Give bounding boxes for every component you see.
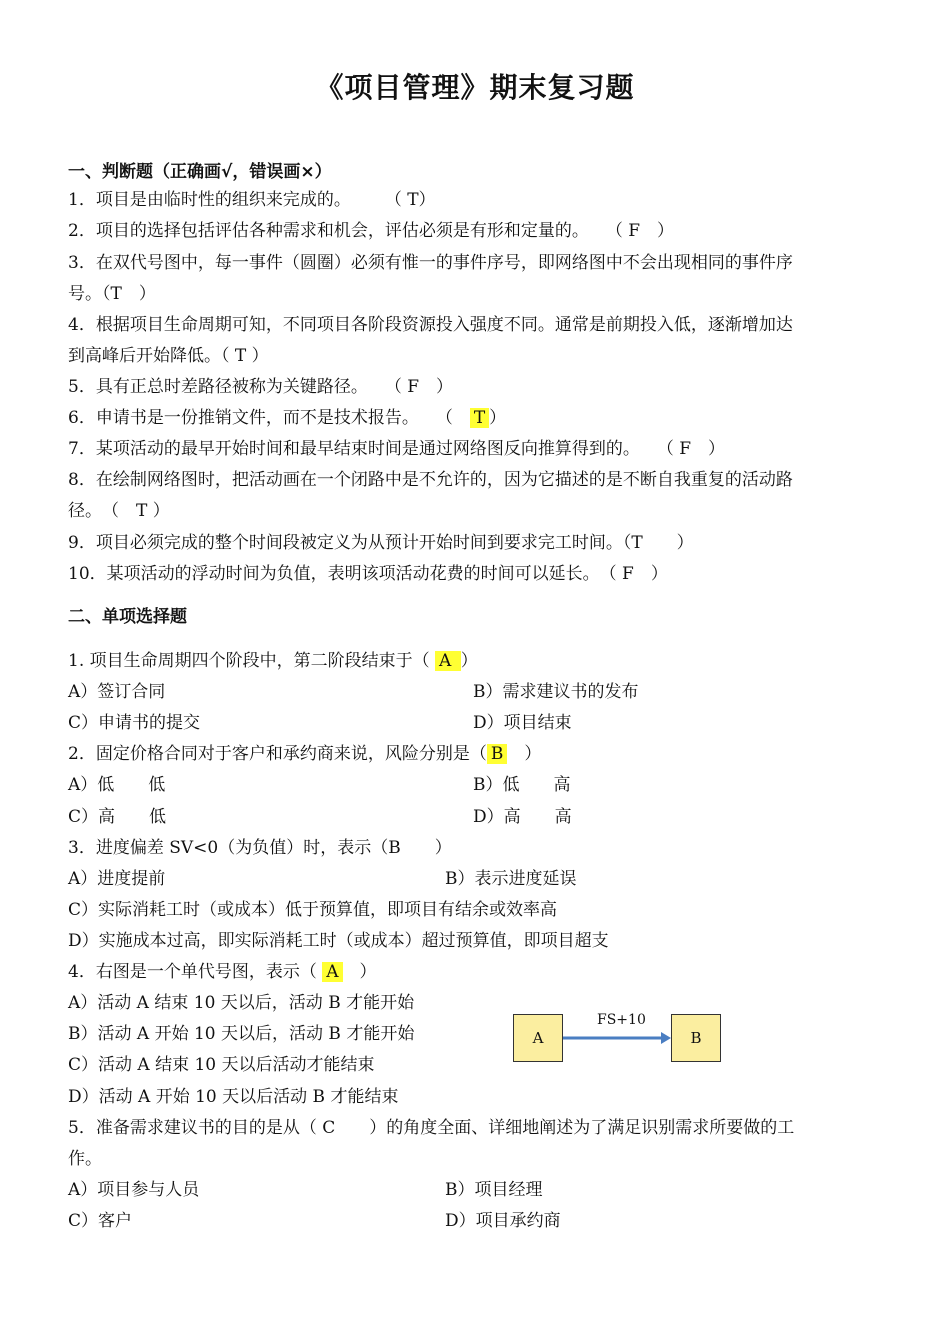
option-a: A）签订合同 xyxy=(68,682,166,702)
question-line: 作。 xyxy=(68,1149,102,1169)
question-line xyxy=(68,743,541,765)
option-d: D）项目结束 xyxy=(473,713,572,733)
question-text: ） xyxy=(460,651,478,671)
question-line: 径。 （ T ） xyxy=(68,501,170,521)
question-line: 3．进度偏差 SV<0（为负值）时，表示（B ） xyxy=(68,838,452,858)
question-text: 6．申请书是一份推销文件，而不是技术报告。 （ xyxy=(68,408,470,428)
question-line: 8．在绘制网络图时，把活动画在一个闭路中是不允许的，因为它描述的是不断自我重复的活动路 xyxy=(68,470,793,490)
option-b: B）表示进度延误 xyxy=(445,869,577,889)
option-a: A）进度提前 xyxy=(68,869,166,889)
diagram-node-a: A xyxy=(513,1014,563,1062)
question-text: 1. 项目生命周期四个阶段中，第二阶段结束于（ xyxy=(68,651,436,671)
arrow-icon xyxy=(563,1028,673,1048)
highlighted-answer: A xyxy=(435,651,461,671)
page-title: 《项目管理》期末复习题 xyxy=(315,71,635,104)
question-line: 7．某项活动的最早开始时间和最早结束时间是通过网络图反向推算得到的。 （ F ） xyxy=(68,439,726,459)
option-a: A）低 低 xyxy=(68,775,166,795)
section-heading-judgement: 一、判断题（正确画√，错误画×） xyxy=(68,162,332,182)
question-line: 9．项目必须完成的整个时间段被定义为从预计开始时间到要求完工时间。（T ） xyxy=(68,533,694,553)
question-text: 4．右图是一个单代号图，表示（ xyxy=(68,962,323,982)
diagram-node-b: B xyxy=(671,1014,721,1062)
question-text: 2．固定价格合同对于客户和承约商来说，风险分别是（ xyxy=(68,744,487,764)
option-b: B）需求建议书的发布 xyxy=(473,682,639,702)
question-line: 到高峰后开始降低。（ T ） xyxy=(68,346,269,366)
highlighted-answer: B xyxy=(487,744,508,764)
question-text: ） xyxy=(489,408,507,428)
question-line xyxy=(68,650,478,672)
option-c: C）申请书的提交 xyxy=(68,713,201,733)
option-a: A）项目参与人员 xyxy=(68,1180,200,1200)
option-b: B）低 高 xyxy=(473,775,571,795)
question-line xyxy=(68,407,506,429)
highlighted-answer: A xyxy=(322,962,342,982)
question-text: ） xyxy=(342,962,377,982)
option-c: C）高 低 xyxy=(68,807,167,827)
question-line: 2．项目的选择包括评估各种需求和机会，评估必须是有形和定量的。 （ F ） xyxy=(68,221,675,241)
question-line: 5．具有正总时差路径被称为关键路径。 （ F ） xyxy=(68,377,454,397)
question-line xyxy=(68,961,377,983)
option-c: C）活动 A 结束 10 天以后活动才能结束 xyxy=(68,1055,375,1075)
question-line: 号。（T ） xyxy=(68,284,156,304)
option-c: C）客户 xyxy=(68,1211,133,1231)
question-line: 10．某项活动的浮动时间为负值，表明该项活动花费的时间可以延长。 （ F ） xyxy=(68,564,668,584)
arrow-label: FS+10 xyxy=(597,1012,646,1028)
highlighted-answer: T xyxy=(470,408,489,428)
section-heading-single-choice: 二、单项选择题 xyxy=(68,607,187,627)
option-b: B）项目经理 xyxy=(445,1180,543,1200)
option-d: D）高 高 xyxy=(473,807,572,827)
option-d: D）项目承约商 xyxy=(445,1211,561,1231)
option-c: C）实际消耗工时（或成本）低于预算值，即项目有结余或效率高 xyxy=(68,900,558,920)
question-line: 1．项目是由临时性的组织来完成的。 （ T） xyxy=(68,190,436,210)
question-line: 4．根据项目生命周期可知，不同项目各阶段资源投入强度不同。通常是前期投入低，逐渐增加达 xyxy=(68,315,793,335)
option-b: B）活动 A 开始 10 天以后，活动 B 才能开始 xyxy=(68,1024,415,1044)
option-a: A）活动 A 结束 10 天以后，活动 B 才能开始 xyxy=(68,993,415,1013)
option-d: D）活动 A 开始 10 天以后活动 B 才能结束 xyxy=(68,1087,399,1107)
question-text: ） xyxy=(507,744,542,764)
question-line: 5．准备需求建议书的目的是从（ C ）的角度全面、详细地阐述为了满足识别需求所要做的工 xyxy=(68,1118,795,1138)
option-d: D）实施成本过高，即实际消耗工时（或成本）超过预算值，即项目超支 xyxy=(68,931,609,951)
question-line: 3．在双代号图中，每一事件（圆圈）必须有惟一的事件序号，即网络图中不会出现相同的事件序 xyxy=(68,253,793,273)
